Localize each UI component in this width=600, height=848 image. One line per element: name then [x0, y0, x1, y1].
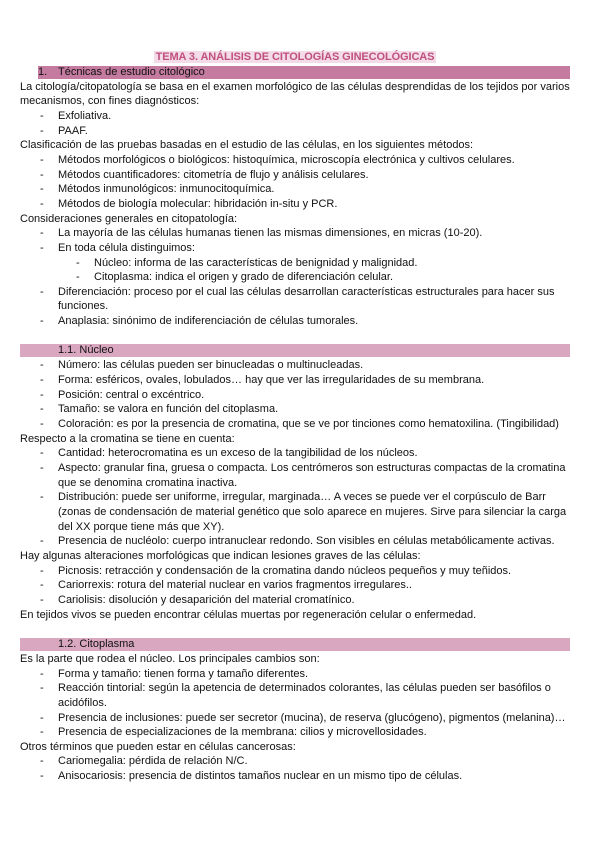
list-item: - La mayoría de las células humanas tienen las mismas dimensiones, en micras (10-20).: [20, 226, 570, 241]
paragraph: Hay algunas alteraciones morfológicas que indican lesiones graves de las células:: [20, 549, 421, 562]
list-item: - Métodos morfológicos o biológicos: histoquímica, microscopía electrónica y cultivos celulares.: [20, 153, 570, 168]
paragraph: En tejidos vivos se pueden encontrar células muertas por regeneración celular o enfermedad.: [20, 608, 477, 621]
list-item: - Forma: esféricos, ovales, lobulados… hay que ver las irregularidades de su membrana.: [20, 373, 570, 388]
list-item: - En toda célula distinguimos:: [20, 241, 570, 256]
sub-list-item: - Núcleo: informa de las características de benignidad y malignidad.: [20, 256, 570, 271]
list-item: - Aspecto: granular fina, gruesa o compacta. Los centrómeros son estructuras compactas de la cromatina que se denomina cromatina inactiva.: [20, 461, 570, 490]
list-item: - Picnosis: retracción y condensación de la cromatina dando núcleos pequeños y muy teñidos.: [20, 564, 570, 579]
subsection-heading: 1.2. Citoplasma: [20, 638, 570, 651]
section-heading: 1. Técnicas de estudio citológico: [38, 66, 570, 79]
list-item: - Reacción tintorial: según la apetencia de determinados colorantes, las células pueden ser basófilos o acidófilos.: [20, 681, 570, 710]
list-item: - Presencia de inclusiones: puede ser secretor (mucina), de reserva (glucógeno), pigmentos (melanina)…: [20, 711, 570, 726]
list-item: - Anisocariosis: presencia de distintos tamaños nuclear en un mismo tipo de células.: [20, 769, 570, 784]
list-item: - Cariolisis: disolución y desaparición del material cromatínico.: [20, 593, 570, 608]
list-item: - Cariorrexis: rotura del material nuclear en varios fragmentos irregulares..: [20, 578, 570, 593]
list-item: - Métodos inmunológicos: inmunocitoquímica.: [20, 182, 570, 197]
list-item: - Distribución: puede ser uniforme, irregular, marginada… A veces se puede ver el corpúsculo de Barr (zonas de condensación de material genético que solo aparece en mujeres. Sirve para silenciar la carga del XX porque tiene más que XY).: [20, 490, 570, 534]
list-item: - Cariomegalia: pérdida de relación N/C.: [20, 754, 570, 769]
subsection-heading: 1.1. Núcleo: [20, 344, 570, 357]
list-item: - Posición: central o excéntrico.: [20, 388, 570, 403]
document-page: [20, 50, 570, 784]
document-title: TEMA 3. ANÁLISIS DE CITOLOGÍAS GINECOLÓGICAS: [155, 51, 435, 63]
list-item: - Exfoliativa.: [20, 109, 570, 124]
list-item: - Diferenciación: proceso por el cual las células desarrollan características estructurales para hacer sus funciones.: [20, 285, 570, 314]
paragraph: Es la parte que rodea el núcleo. Los principales cambios son:: [20, 652, 320, 665]
list-item: - Coloración: es por la presencia de cromatina, que se ve por tinciones como hematoxilina. (Tingibilidad): [20, 417, 570, 432]
list-item: - Cantidad: heterocromatina es un exceso de la tangibilidad de los núcleos.: [20, 446, 570, 461]
paragraph: Otros términos que pueden estar en células cancerosas:: [20, 740, 296, 753]
sub-list-item: - Citoplasma: indica el origen y grado de diferenciación celular.: [20, 270, 570, 285]
list-item: - Presencia de nucléolo: cuerpo intranuclear redondo. Son visibles en células metabólicamente activas.: [20, 534, 570, 549]
paragraph: Consideraciones generales en citopatología:: [20, 212, 238, 225]
paragraph: Clasificación de las pruebas basadas en el estudio de las células, en los siguientes métodos:: [20, 139, 474, 152]
list-item: - Tamaño: se valora en función del citoplasma.: [20, 402, 570, 417]
list-item: - Número: las células pueden ser binucleadas o multinucleadas.: [20, 358, 570, 373]
list-item: - Anaplasia: sinónimo de indiferenciación de células tumorales.: [20, 314, 570, 329]
list-item: - Métodos cuantificadores: citometría de flujo y análisis celulares.: [20, 168, 570, 183]
list-item: - Presencia de especializaciones de la membrana: cilios y microvellosidades.: [20, 725, 570, 740]
paragraph: La citología/citopatología se basa en el examen morfológico de las células desprendidas de los tejidos por varios mecanismos, con fines diagnósticos:: [20, 80, 570, 108]
list-item: - Métodos de biología molecular: hibridación in-situ y PCR.: [20, 197, 570, 212]
list-item: - Forma y tamaño: tienen forma y tamaño diferentes.: [20, 667, 570, 682]
paragraph: Respecto a la cromatina se tiene en cuenta:: [20, 432, 235, 445]
list-item: - PAAF.: [20, 124, 570, 139]
